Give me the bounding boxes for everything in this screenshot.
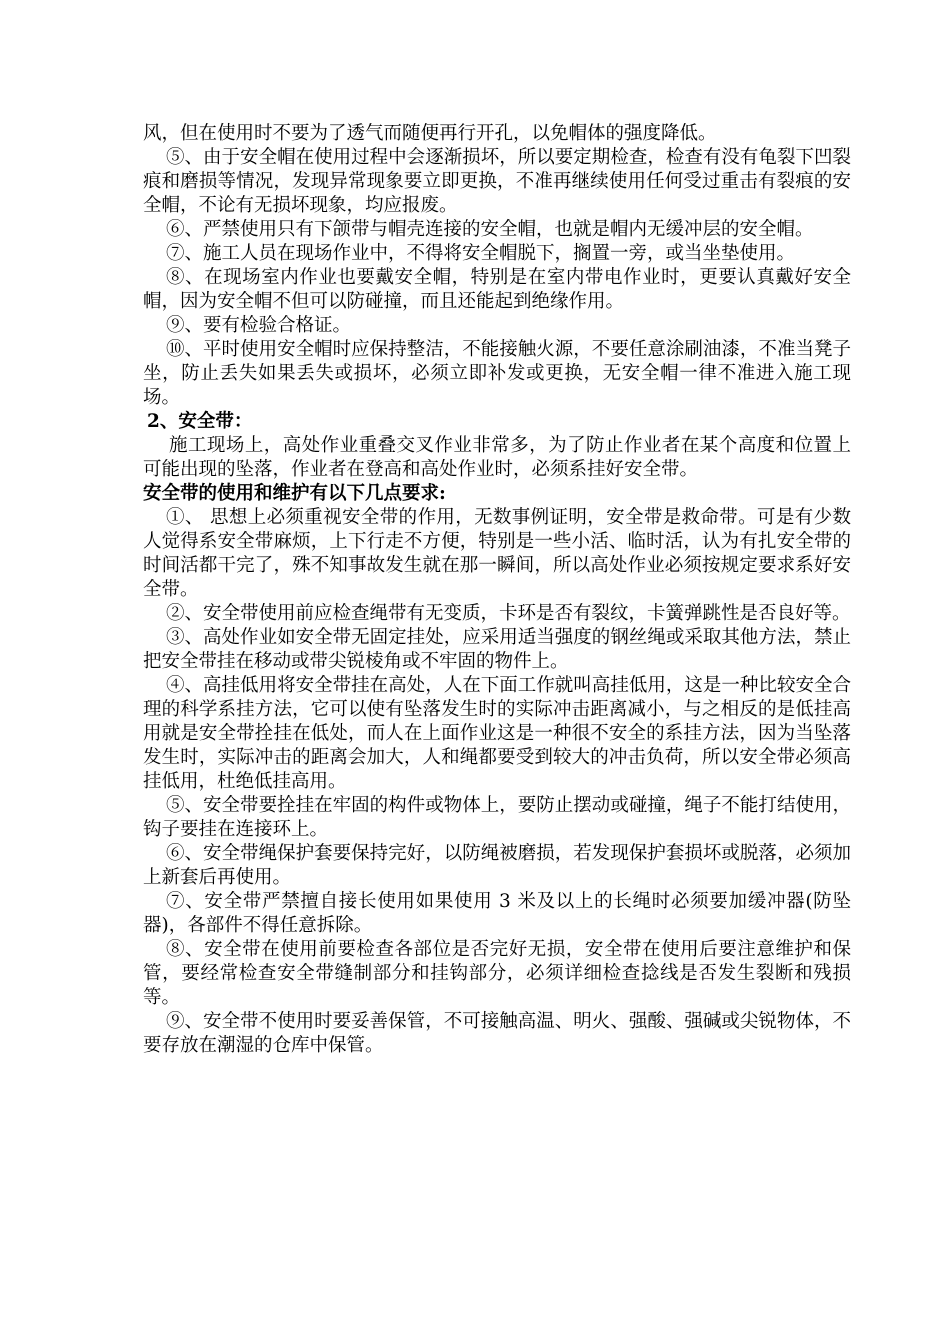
belt-item-5: ⑤、安全带要拴挂在牢固的构件或物体上，要防止摆动或碰撞，绳子不能打结使用，钩子要挂在连接环上。 (143, 795, 851, 840)
belt-item-6: ⑥、安全带绳保护套要保持完好，以防绳被磨损，若发现保护套损坏或脱落，必须加上新套后再使用。 (143, 843, 851, 888)
safety-belt-requirements-heading: 安全带的使用和维护有以下几点要求: (143, 483, 446, 504)
helmet-item-7: ⑦、施工人员在现场作业中，不得将安全帽脱下，搁置一旁，或当坐垫使用。 (166, 243, 796, 264)
helmet-item-5: ⑤、由于安全帽在使用过程中会逐渐损坏，所以要定期检查，检查有没有龟裂下凹裂痕和磨损等情况，发现异常现象要立即更换，不准再继续使用任何受过重击有裂痕的安全帽，不论有无损坏现象，均应报废。 (143, 147, 851, 216)
helmet-paragraph-tail: 风，但在使用时不要为了透气而随便再行开孔，以免帽体的强度降低。 (143, 123, 717, 144)
belt-item-1: ①、 思想上必须重视安全带的作用，无数事例证明，安全带是救命带。可是有少数人觉得系安全带麻烦，上下行走不方便，特别是一些小活、临时活，认为有扎安全带的时间活都干完了，殊不知事故发生就在那一瞬间，所以高处作业必须按规定要求系好安全带。 (143, 507, 851, 600)
belt-item-2: ②、安全带使用前应检查绳带有无变质，卡环是否有裂纹，卡簧弹跳性是否良好等。 (166, 603, 851, 624)
belt-item-4: ④、高挂低用将安全带挂在高处，人在下面工作就叫高挂低用，这是一种比较安全合理的科学系挂方法，它可以使有坠落发生时的实际冲击距离减小，与之相反的是低挂高用就是安全带拴挂在低处，而人在上面作业这是一种很不安全的系挂方法，因为当坠落发生时，实际冲击的距离会加大，人和绳都要受到较大的冲击负荷，所以安全带必须高挂低用，杜绝低挂高用。 (143, 675, 851, 792)
helmet-item-10: ⑩、平时使用安全帽时应保持整洁，不能接触火源，不要任意涂刷油漆，不准当凳子坐，防止丢失如果丢失或损坏，必须立即补发或更换，无安全帽一律不准进入施工现场。 (143, 339, 851, 408)
helmet-item-9: ⑨、要有检验合格证。 (166, 315, 352, 336)
helmet-item-6: ⑥、严禁使用只有下颌带与帽壳连接的安全帽，也就是帽内无缓冲层的安全帽。 (166, 219, 814, 240)
helmet-item-8: ⑧、在现场室内作业也要戴安全帽，特别是在室内带电作业时，更要认真戴好安全帽，因为安全帽不但可以防碰撞，而且还能起到绝缘作用。 (143, 267, 851, 312)
safety-belt-intro: 施工现场上，高处作业重叠交叉作业非常多，为了防止作业者在某个高度和位置上可能出现的坠落，作业者在登高和高处作业时，必须系挂好安全带。 (143, 435, 851, 480)
document-page (143, 122, 851, 1058)
belt-item-3: ③、高处作业如安全带无固定挂处，应采用适当强度的钢丝绳或采取其他方法，禁止把安全带挂在移动或带尖锐棱角或不牢固的物件上。 (143, 627, 851, 672)
belt-item-8: ⑧、安全带在使用前要检查各部位是否完好无损，安全带在使用后要注意维护和保管，要经常检查安全带缝制部分和挂钩部分，必须详细检查捻线是否发生裂断和残损等。 (143, 939, 851, 1008)
belt-item-7: ⑦、安全带严禁擅自接长使用如果使用 3 米及以上的长绳时必须要加缓冲器(防坠器)，各部件不得任意拆除。 (143, 891, 851, 936)
section-heading-safety-belt: 2、安全带： (147, 411, 253, 432)
belt-item-9: ⑨、安全带不使用时要妥善保管，不可接触高温、明火、强酸、强碱或尖锐物体，不要存放在潮湿的仓库中保管。 (143, 1011, 851, 1056)
